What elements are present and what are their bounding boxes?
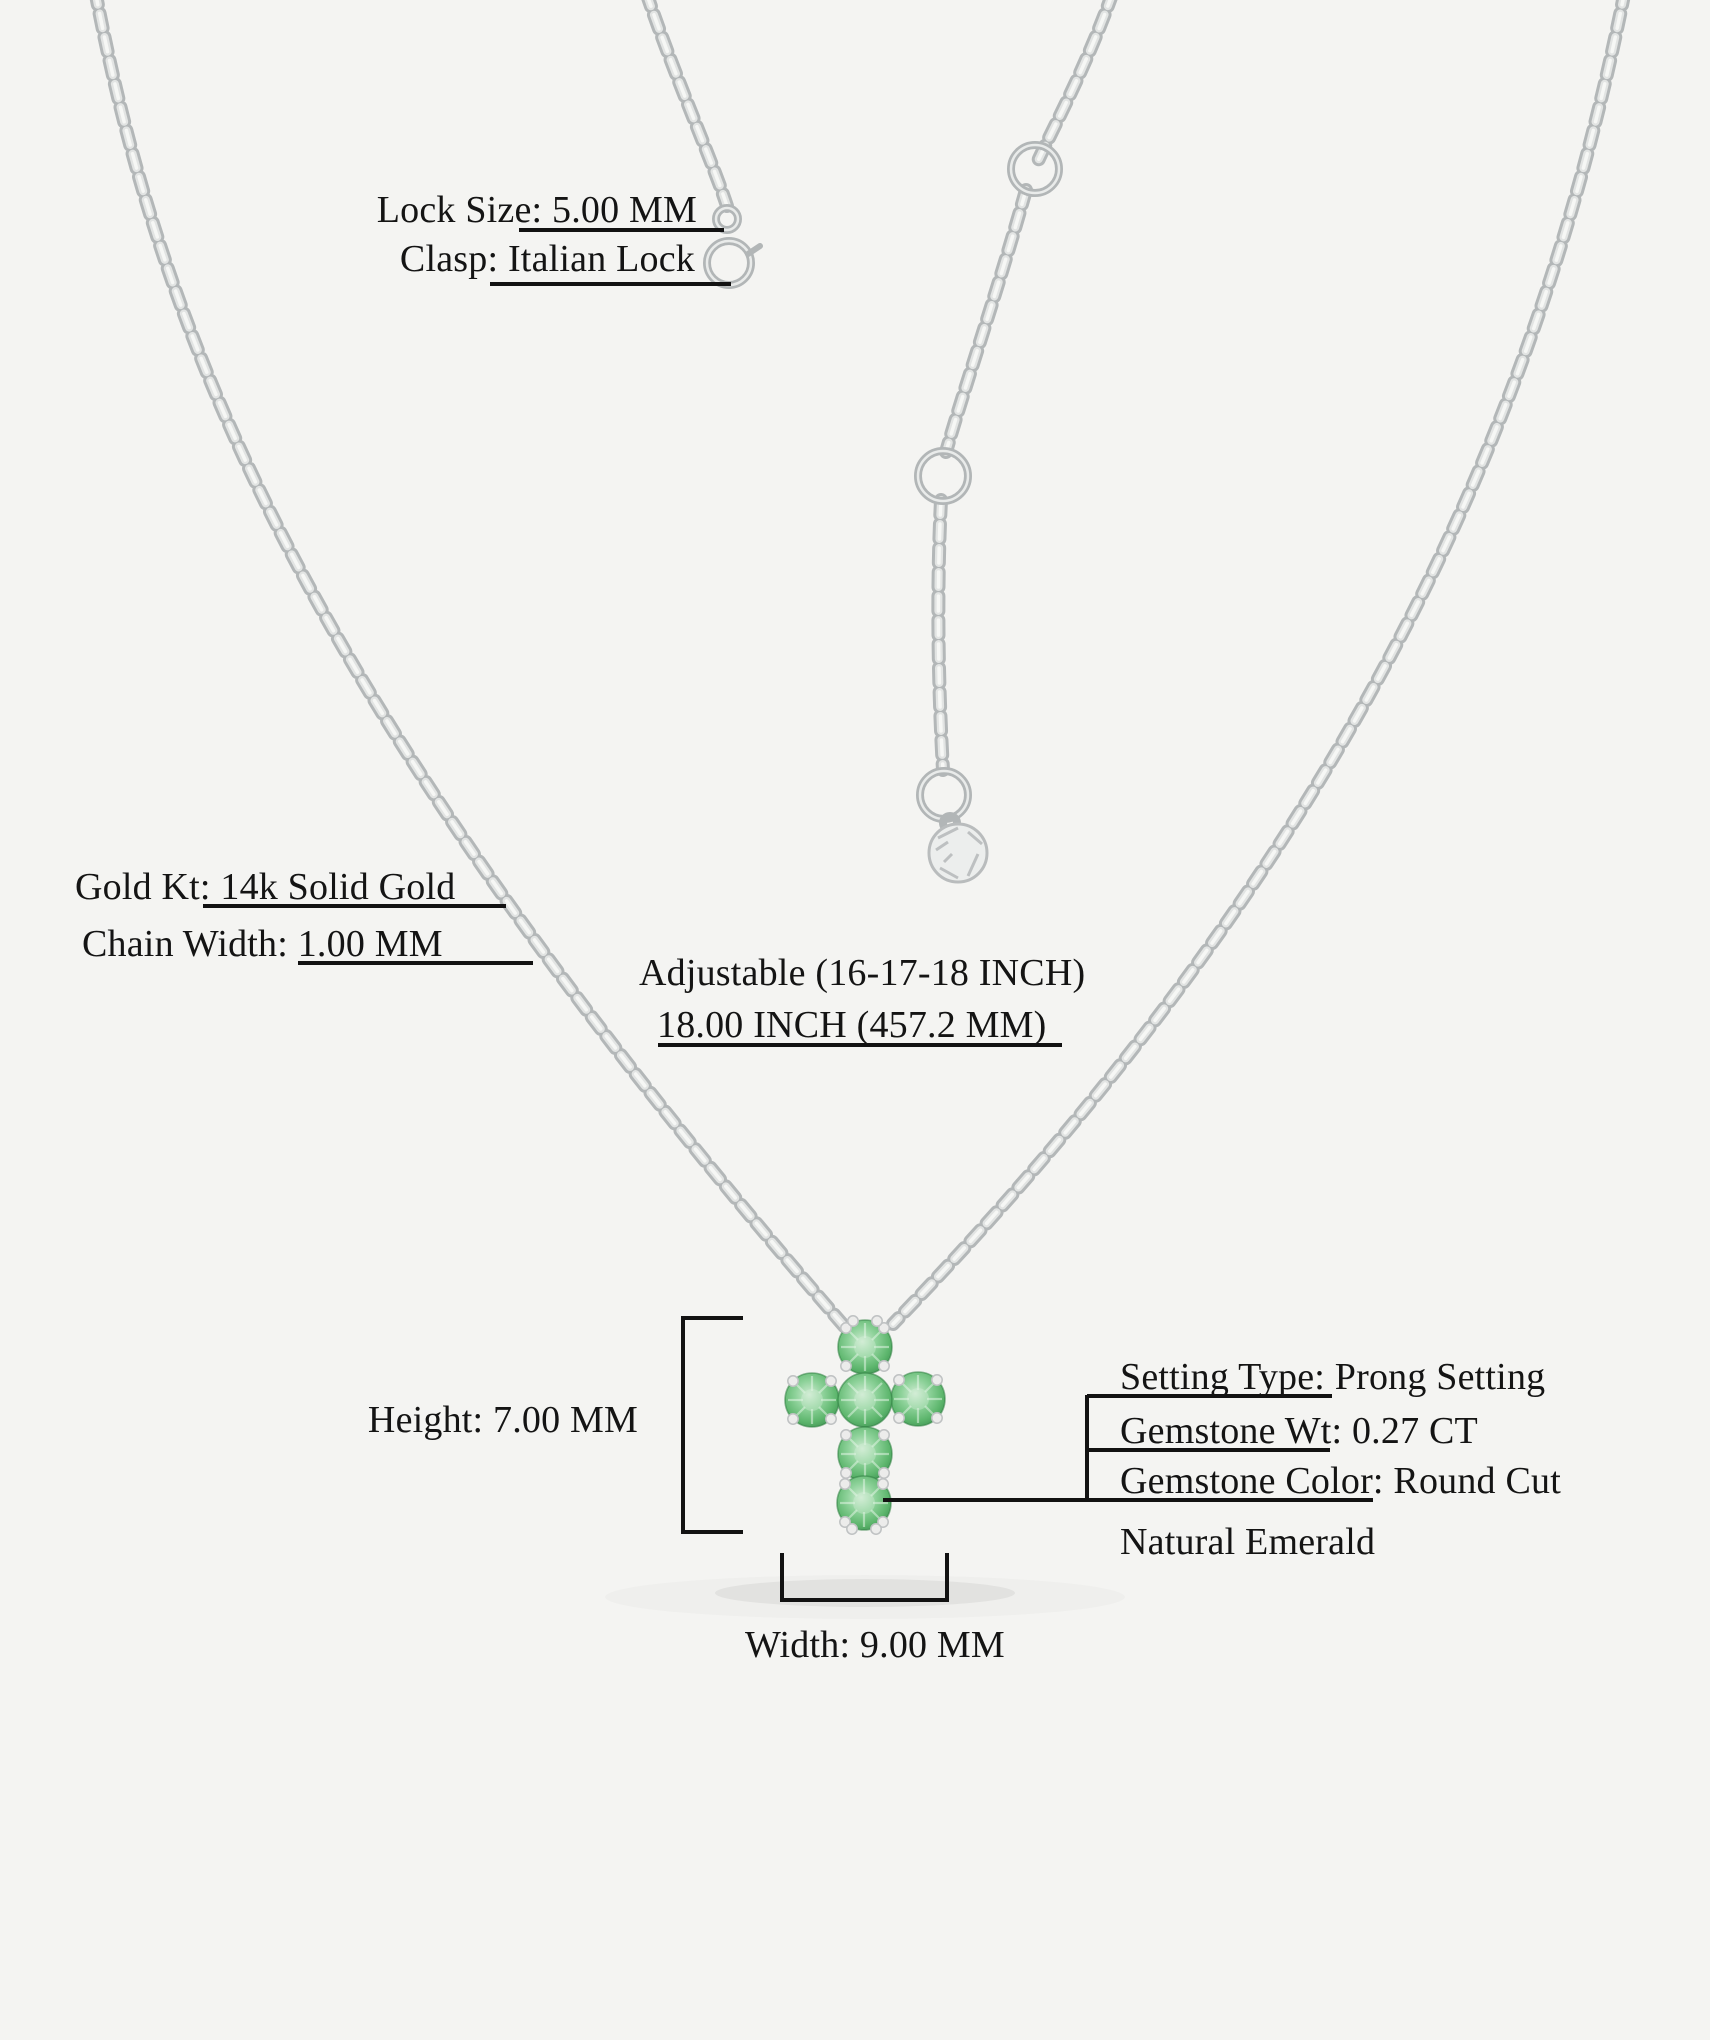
height-value: 7.00 MM: [493, 1399, 638, 1441]
gemstone-color-label: Gemstone Color:: [1120, 1460, 1384, 1502]
clasp-label: Clasp:: [399, 238, 499, 280]
clasp-strand: [646, 0, 727, 206]
chain-width-annotation: [82, 923, 443, 966]
gemstone-wt-annotation: [1120, 1410, 1478, 1453]
setting-type-annotation: [1120, 1356, 1545, 1399]
gem-stone-center: [838, 1373, 892, 1427]
brand-disc-tag: [929, 824, 987, 882]
width-value: 9.00 MM: [859, 1624, 1005, 1666]
lock-size-annotation: [377, 189, 697, 232]
length-line1: Adjustable (16-17-18 INCH): [639, 952, 1086, 994]
gold-kt-value: 14k Solid Gold: [220, 866, 456, 908]
gemstone-material-annotation: Natural Emerald: [1120, 1521, 1376, 1563]
clasp-annotation: [400, 238, 695, 281]
jump-ring: [716, 208, 738, 230]
chain-right-strand: [893, 0, 1625, 1324]
gemstone-color-value: Round Cut: [1393, 1460, 1561, 1502]
height-annotation: [368, 1399, 638, 1442]
pendant-shadow: [605, 1575, 1125, 1619]
gemstone-color-annotation: [1120, 1460, 1561, 1503]
gemstone-wt-value: 0.27 CT: [1351, 1410, 1478, 1452]
chain-width-label: Chain Width:: [82, 923, 289, 965]
width-annotation: [745, 1624, 1005, 1667]
height-bracket: [683, 1318, 743, 1532]
extender-strand: [938, 0, 1113, 770]
chain-width-value: 1.00 MM: [297, 923, 443, 965]
gold-kt-label: Gold Kt:: [75, 866, 211, 908]
length-line2: 18.00 INCH (457.2 MM): [657, 1004, 1047, 1046]
extender-ring-end: [920, 771, 968, 830]
height-label: Height:: [367, 1399, 484, 1441]
gemstone-wt-label: Gemstone Wt:: [1120, 1410, 1343, 1452]
lock-size-label: Lock Size:: [376, 189, 543, 231]
spring-ring-clasp: [707, 241, 760, 285]
setting-type-value: Prong Setting: [1334, 1356, 1546, 1398]
setting-type-label: Setting Type:: [1120, 1356, 1326, 1398]
gold-kt-annotation: [75, 866, 455, 909]
width-label: Width:: [745, 1624, 851, 1666]
lock-size-value: 5.00 MM: [552, 189, 697, 231]
clasp-value: Italian Lock: [507, 238, 695, 280]
